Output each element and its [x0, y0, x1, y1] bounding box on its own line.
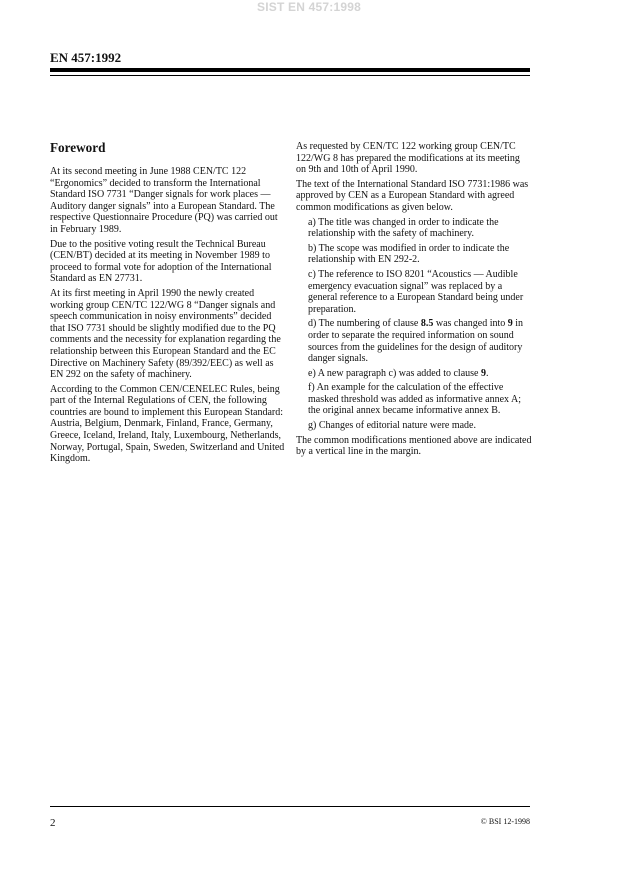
modification-g: g) Changes of editorial nature were made.: [308, 420, 476, 432]
left-column: [50, 140, 286, 468]
modification-d-text-2: was changed into: [433, 318, 508, 330]
footer-rule: [50, 806, 530, 807]
modification-c: c) The reference to ISO 8201 “Acoustics — Audible emergency evacuation signal” was replaced by a general reference to a European Standard being under preparation.: [308, 268, 524, 315]
clause-ref: 9: [480, 367, 486, 379]
modification-e-text-2: .: [485, 367, 489, 379]
page-number: 2: [50, 817, 56, 829]
watermark: SIST EN 457:1998: [257, 0, 361, 14]
document-id: EN 457:1992: [50, 50, 122, 65]
paragraph-2: Due to the positive voting result the Technical Bureau (CEN/BT) decided at its meeting in November 1989 to proceed to formal vote for adoption of the International Standard as EN 27731.: [50, 238, 272, 285]
paragraph-3: At its first meeting in April 1990 the newly created working group CEN/TC 122/WG 8 “Danger signals and speech communication in noisy environments” decided that ISO 7731 should be slightly modified due to the PQ comments and the necessity for explanation regarding the relationship between this European Standard and the EC Directive on Machinery Safety (89/392/EEC) as well as EN 292 on the safety of machinery.: [50, 287, 281, 381]
right-column: [296, 141, 532, 461]
copyright: © BSI 12-1998: [480, 817, 530, 826]
clause-ref-new: 9: [507, 318, 513, 330]
modification-b: b) The scope was modified in order to indicate the relationship with EN 292-2.: [308, 242, 510, 266]
paragraph-7: The common modifications mentioned above are indicated by a vertical line in the margin.: [296, 434, 532, 458]
paragraph-4: According to the Common CEN/CENELEC Rules, being part of the Internal Regulations of CEN, the following countries are bound to implement this European Standard: Austria, Belgium, Denmark, Finland, France, Germany, Greece, Iceland, Ireland, Italy, Luxembourg, Netherlands, Norway, Portugal, Spain, Sweden, Switzerland and United Kingdom.: [50, 383, 285, 465]
section-heading: Foreword: [50, 140, 106, 155]
modification-e-text-1: e) A new paragraph c) was added to clause: [308, 367, 481, 379]
paragraph-5: As requested by CEN/TC 122 working group CEN/TC 122/WG 8 has prepared the modifications at its meeting on 9th and 10th of April 1990.: [296, 141, 520, 176]
modification-d-text-1: d) The numbering of clause: [308, 318, 421, 330]
modification-a: a) The title was changed in order to indicate the relationship with the safety of machinery.: [308, 216, 499, 240]
header-rule-thick: [50, 68, 530, 72]
modification-f: f) An example for the calculation of the effective masked threshold was added as informative annex A; the original annex became informative annex B.: [308, 382, 521, 417]
modification-e: [308, 368, 532, 380]
header-rule-thin: [50, 75, 530, 76]
paragraph-6: The text of the International Standard ISO 7731:1986 was approved by CEN as a European Standard with agreed common modifications as given below.: [296, 178, 529, 213]
paragraph-1: At its second meeting in June 1988 CEN/TC 122 “Ergonomics” decided to transform the International Standard ISO 7731 “Danger signals for work places — Auditory danger signals” into a European Standard. The respective Questionnaire Procedure (PQ) was carried out in February 1989.: [50, 166, 278, 235]
modification-d: [308, 318, 532, 364]
modification-d-text-3: in order to separate the required information on sound sources from the guidelines for the design of auditory danger signals.: [308, 318, 524, 365]
clause-ref-old: 8.5: [420, 318, 434, 330]
